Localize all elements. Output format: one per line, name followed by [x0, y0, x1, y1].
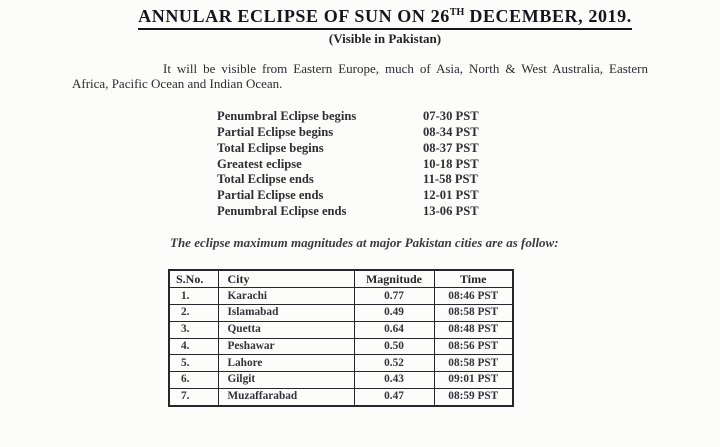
table-row: [169, 321, 513, 338]
table-cell: Gilgit: [218, 372, 354, 389]
eclipse-time-label: Greatest eclipse: [217, 156, 302, 171]
table-cell: Lahore: [218, 355, 354, 372]
eclipse-time-row: [217, 157, 720, 173]
document-title-superscript: TH: [449, 7, 465, 18]
document-title-prefix: ANNULAR ECLIPSE OF SUN ON 26: [138, 6, 450, 26]
table-cell: 0.77: [354, 288, 434, 305]
table-cell: 08:56 PST: [434, 338, 513, 355]
eclipse-time-label: Partial Eclipse ends: [217, 188, 324, 203]
table-header-row: [169, 270, 513, 287]
table-cell: 0.47: [354, 389, 434, 406]
cities-table-head: [169, 270, 513, 287]
table-row: [169, 372, 513, 389]
table-cell: Muzaffarabad: [218, 389, 354, 406]
table-cell: 0.49: [354, 305, 434, 322]
table-cell: 09:01 PST: [434, 372, 513, 389]
clipped-top-line: [88, 0, 720, 5]
eclipse-time-label: Total Eclipse ends: [217, 172, 314, 187]
table-cell: 0.52: [354, 355, 434, 372]
table-cell: 08:58 PST: [434, 305, 513, 322]
eclipse-time-value: 08-37 PST: [423, 140, 479, 155]
title-row: [50, 7, 720, 30]
table-cell: 08:46 PST: [434, 288, 513, 305]
table-cell: 7.: [169, 389, 218, 406]
table-cell: 08:48 PST: [434, 321, 513, 338]
table-cell: 3.: [169, 321, 218, 338]
eclipse-time-value: 08-34 PST: [423, 125, 479, 140]
table-cell: 4.: [169, 338, 218, 355]
cities-table: [168, 269, 514, 406]
eclipse-time-row: [217, 125, 720, 141]
document-title-suffix: DECEMBER, 2019.: [464, 6, 632, 26]
table-cell: 1.: [169, 288, 218, 305]
document-subtitle: (Visible in Pakistan): [328, 30, 442, 46]
table-row: [169, 305, 513, 322]
eclipse-times-list: [217, 109, 720, 220]
table-row: [169, 288, 513, 305]
table-cell: 2.: [169, 305, 218, 322]
eclipse-time-row: [217, 172, 720, 188]
table-cell: Karachi: [218, 288, 354, 305]
table-cell: 6.: [169, 372, 218, 389]
table-row: [169, 355, 513, 372]
document-title: [138, 7, 632, 30]
eclipse-time-value: 12-01 PST: [423, 188, 479, 203]
table-cell: 0.43: [354, 372, 434, 389]
table-cell: Islamabad: [218, 305, 354, 322]
table-header-cell: Magnitude: [354, 270, 434, 287]
table-cell: 08:59 PST: [434, 389, 513, 406]
table-cell: Peshawar: [218, 338, 354, 355]
table-header-cell: City: [218, 270, 354, 287]
eclipse-time-label: Penumbral Eclipse begins: [217, 109, 357, 124]
eclipse-time-row: [217, 141, 720, 157]
cities-caption: The eclipse maximum magnitudes at major Pakistan cities are as follow:: [170, 234, 559, 250]
cities-table-body: [169, 288, 513, 406]
clipped-top-line-text: [88, 4, 291, 5]
eclipse-time-label: Partial Eclipse begins: [217, 125, 334, 140]
table-cell: 08:58 PST: [434, 355, 513, 372]
eclipse-time-value: 10-18 PST: [423, 156, 479, 171]
table-row: [169, 389, 513, 406]
table-row: [169, 338, 513, 355]
table-cell: 0.50: [354, 338, 434, 355]
intro-paragraph: It will be visible from Eastern Europe, much of Asia, North & West Australia, Eastern Africa, Pacific Ocean and Indian Ocean.: [72, 61, 648, 91]
eclipse-time-label: Penumbral Eclipse ends: [217, 204, 347, 219]
eclipse-time-row: [217, 188, 720, 204]
table-header-cell: Time: [434, 270, 513, 287]
eclipse-time-value: 13-06 PST: [423, 204, 479, 219]
eclipse-time-label: Total Eclipse begins: [217, 140, 324, 155]
table-header-cell: S.No.: [169, 270, 218, 287]
table-cell: 0.64: [354, 321, 434, 338]
table-cell: Quetta: [218, 321, 354, 338]
eclipse-time-value: 07-30 PST: [423, 109, 479, 124]
eclipse-time-row: [217, 204, 720, 220]
eclipse-time-value: 11-58 PST: [423, 172, 478, 187]
table-cell: 5.: [169, 355, 218, 372]
eclipse-time-row: [217, 109, 720, 125]
